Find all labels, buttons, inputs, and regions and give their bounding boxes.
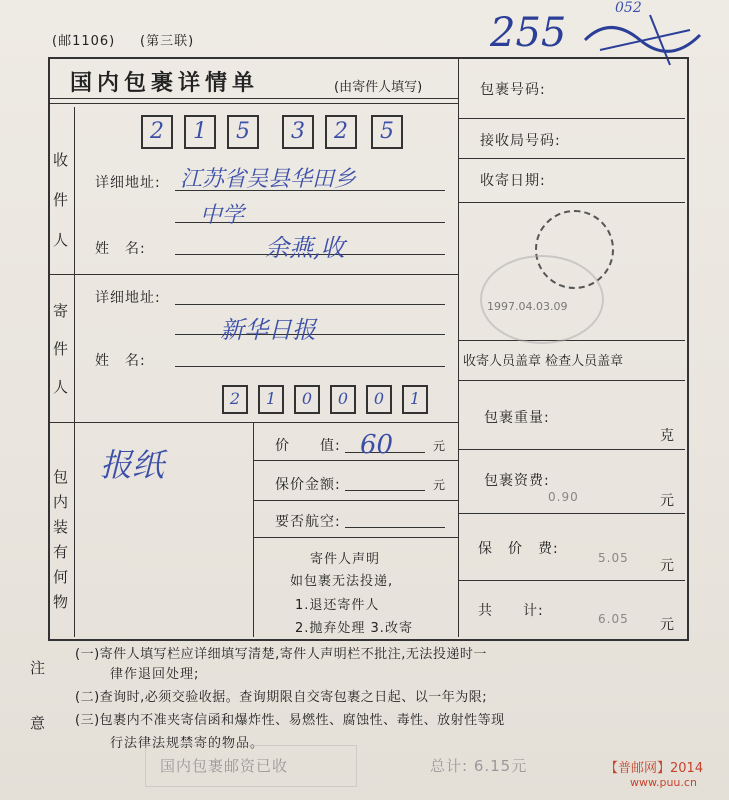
notes-label-bottom: 意: [30, 714, 47, 732]
form-title: 国内包裹详情单: [70, 71, 260, 96]
declaration-line1: 如包裹无法投递,: [290, 574, 394, 589]
value-label: 价 值:: [275, 438, 341, 454]
insurance-value: 5.05: [598, 551, 629, 565]
note-3b: 行法律法规禁寄的物品。: [110, 736, 265, 751]
fee-label: 包裹资费:: [484, 473, 550, 489]
sender-name-label: 姓 名:: [95, 353, 146, 369]
watermark-site: 【普邮网】2014: [605, 761, 704, 776]
weight-label: 包裹重量:: [484, 410, 550, 426]
total-label: 共 计:: [478, 603, 544, 619]
postage-paid-text: 国内包裹邮资已收: [160, 757, 289, 775]
sender-address-label: 详细地址:: [95, 290, 161, 306]
fee-unit: 元: [660, 493, 675, 509]
recipient-address-value: 江苏省吴县华田乡: [180, 167, 357, 192]
note-2: (二)查询时,必须交验收据。查询期限自交寄包裹之日起、以一年为限;: [75, 690, 488, 705]
form-code: (邮1106): [52, 34, 116, 49]
declaration-option2: 2.抛弃处理 3.改寄: [295, 621, 413, 636]
staff-stamp-label: 收寄人员盖章 检查人员盖章: [463, 354, 624, 369]
declaration-option1: 1.退还寄件人: [295, 598, 380, 613]
insured-label: 保价金额:: [275, 477, 341, 493]
fee-value: 0.90: [548, 490, 579, 504]
insurance-unit: 元: [660, 558, 675, 574]
weight-unit: 克: [660, 428, 675, 444]
note-3: (三)包裹内不准夹寄信函和爆炸性、易燃性、腐蚀性、毒性、放射性等现: [75, 713, 505, 728]
sender-postal-box-3: 0: [294, 385, 320, 414]
postmark-date: 1997.04.03.09: [487, 300, 568, 313]
total-value: 6.05: [598, 612, 629, 626]
postal-box-1: 2: [141, 115, 173, 149]
sender-postal-box-1: 2: [222, 385, 248, 414]
copy-label: (第三联): [140, 34, 195, 49]
insurance-fee-label: 保 价 费:: [478, 541, 559, 557]
sender-postal-box-2: 1: [258, 385, 284, 414]
recipient-address-value-2: 中学: [200, 203, 245, 228]
handwritten-number: 255: [490, 10, 567, 56]
divider-contents: [253, 422, 254, 637]
watermark-url: www.puu.cn: [630, 776, 697, 789]
postal-box-2: 1: [184, 115, 216, 149]
contents-section-label: 包内装有何物: [53, 468, 70, 611]
date-label: 收寄日期:: [480, 173, 546, 189]
postage-total: 总计: 6.15元: [430, 757, 528, 775]
postal-box-4: 3: [282, 115, 314, 149]
postal-box-6: 5: [371, 115, 403, 149]
corner-number: 052: [615, 0, 642, 16]
divider-right: [458, 57, 459, 637]
sender-postal-box-6: 1: [402, 385, 428, 414]
recipient-name-value: 余燕,收: [265, 234, 345, 262]
value-unit: 元: [433, 439, 447, 453]
notes-label-top: 注: [30, 659, 47, 677]
note-1: (一)寄件人填写栏应详细填写清楚,寄件人声明栏不批注,无法投递时一: [75, 647, 487, 662]
postal-box-5: 2: [325, 115, 357, 149]
recipient-name-label: 姓 名:: [95, 241, 146, 257]
sender-postal-box-4: 0: [330, 385, 356, 414]
value-handwritten: 60: [360, 430, 394, 460]
form-title-note: (由寄件人填写): [334, 80, 423, 95]
recipient-section-label: 收件人: [53, 151, 70, 249]
sender-address-value: 新华日报: [220, 316, 316, 344]
sender-postal-box-5: 0: [366, 385, 392, 414]
recipient-address-label: 详细地址:: [95, 175, 161, 191]
total-unit: 元: [660, 617, 675, 633]
insured-unit: 元: [433, 478, 447, 492]
contents-item-value: 报纸: [100, 446, 165, 484]
airmail-label: 要否航空:: [275, 514, 341, 530]
parcel-number-label: 包裹号码:: [480, 82, 546, 98]
declaration-title: 寄件人声明: [310, 552, 381, 567]
sender-section-label: 寄件人: [53, 302, 70, 396]
postal-box-3: 5: [227, 115, 259, 149]
note-1b: 律作退回处理;: [110, 667, 200, 682]
divider-labels: [74, 107, 75, 637]
receiving-office-label: 接收局号码:: [480, 133, 561, 149]
